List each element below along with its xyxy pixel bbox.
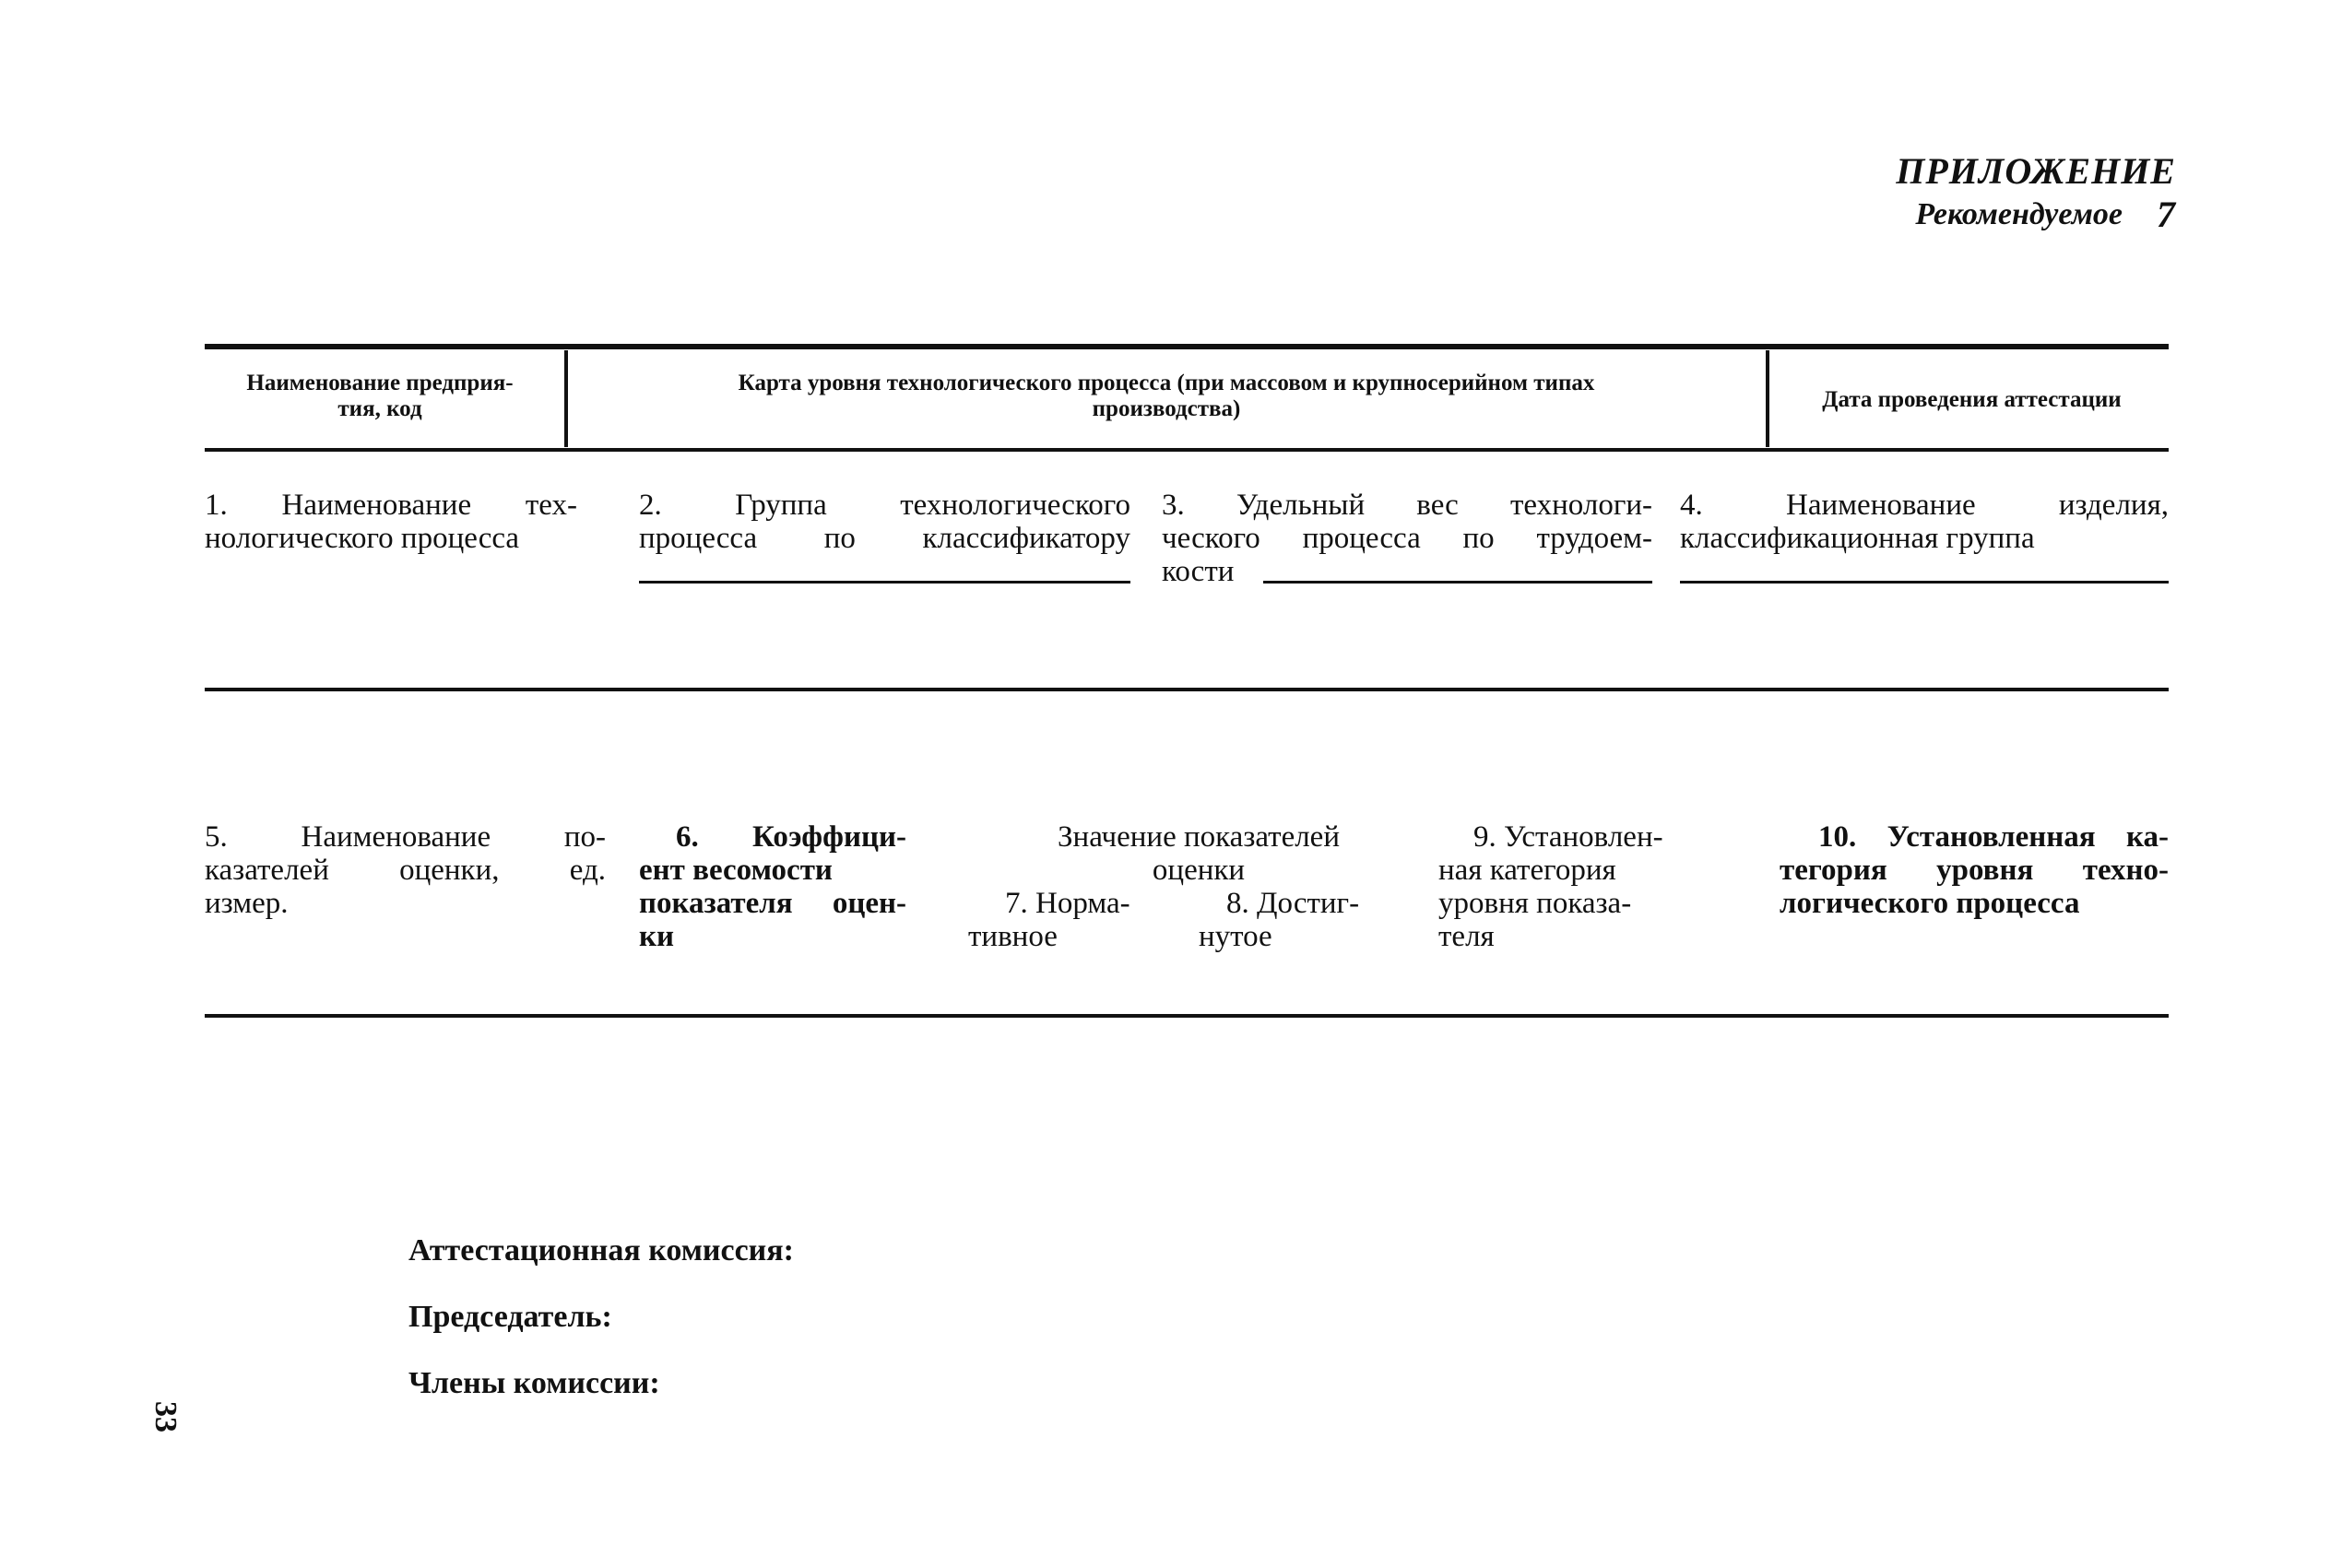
field-indicator-names: 5. Наименование по- казателей оценки, ед. измер. (205, 820, 606, 920)
header-bottom-rule (205, 448, 2169, 452)
header-attestation-date: Дата проведения аттестации (1822, 387, 2122, 412)
group-indicator-values: Значение показателей оценки (1058, 820, 1340, 887)
section-rule-1 (205, 688, 2169, 691)
field-process-category: 10. Установленная ка- тегория уровня техно- логического процесса (1780, 820, 2169, 920)
commission-members: Члены комиссии: (408, 1366, 660, 1400)
page-number: 33 (148, 1401, 183, 1432)
commission-chairman: Председатель: (408, 1300, 612, 1334)
field-process-weight: 3. Удельный вес технологи- ческого процесса по трудоем- кости (1162, 489, 1652, 588)
commission-title: Аттестационная комиссия: (408, 1233, 794, 1267)
field-product-name-underline[interactable] (1680, 581, 2169, 584)
field-product-name: 4. Наименование изделия, классификационная группа (1680, 489, 2169, 555)
header-top-rule (205, 344, 2169, 349)
field-weight-coefficient: 6. Коэффици- ент весомости показателя оцен- ки (639, 820, 906, 953)
appendix-subtitle: Рекомендуемое (1915, 197, 2123, 231)
appendix-title: ПРИЛОЖЕНИЕ 7 (1896, 150, 2176, 235)
field-process-group-underline[interactable] (639, 581, 1130, 584)
section-rule-2 (205, 1014, 2169, 1018)
field-process-name: 1. Наименование тех- нологического процесса (205, 489, 577, 555)
field-process-group: 2. Группа технологического процесса по классификатору (639, 489, 1130, 555)
header-divider-1 (564, 350, 568, 447)
field-process-weight-underline[interactable] (1263, 581, 1652, 584)
field-achieved-value: 8. Достиг- нутое (1199, 887, 1360, 953)
field-normative-value: 7. Норма- тивное (968, 887, 1130, 953)
field-indicator-category: 9. Установлен- ная категория уровня показа- теля (1438, 820, 1663, 953)
header-enterprise-name: Наименование предприя- тия, код (246, 371, 514, 421)
header-card-title: Карта уровня технологического процесса (при массовом и крупносерийном типах производства) (738, 371, 1595, 421)
header-divider-2 (1766, 350, 1769, 447)
